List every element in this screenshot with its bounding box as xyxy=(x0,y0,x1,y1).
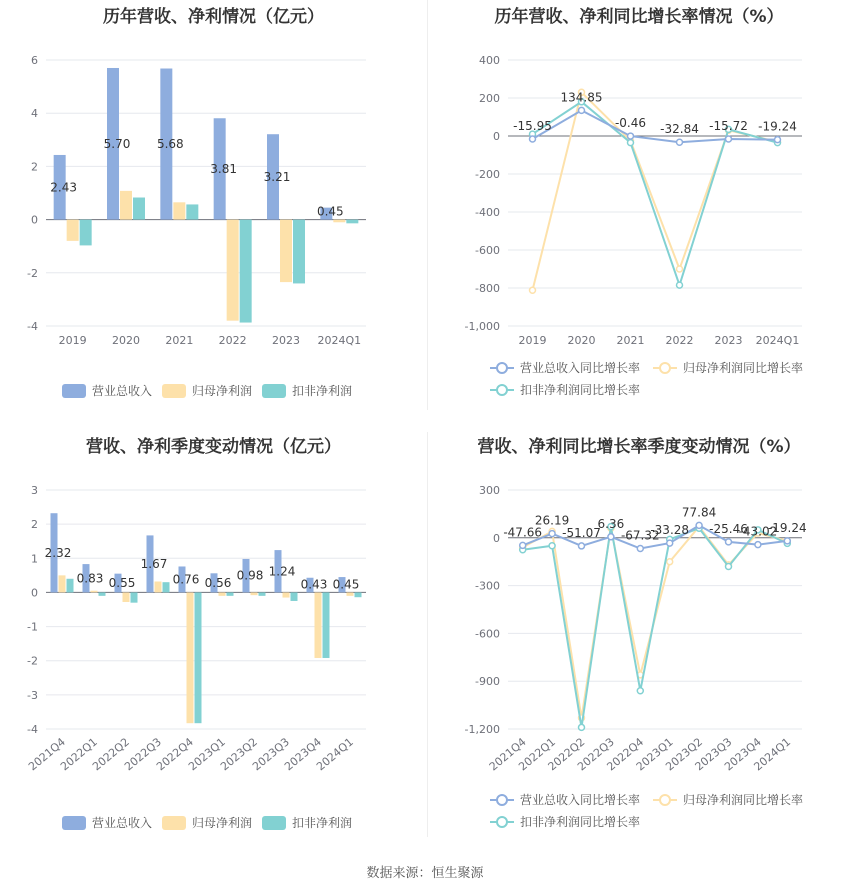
legend-swatch xyxy=(162,384,186,398)
data-point xyxy=(579,724,585,730)
bar xyxy=(59,575,66,592)
x-tick-label: 2021Q4 xyxy=(26,735,68,774)
x-tick-label: 2023 xyxy=(714,334,743,347)
annual-bar-chart xyxy=(0,0,427,410)
x-tick-label: 2022Q3 xyxy=(122,735,164,774)
bar xyxy=(346,220,358,224)
chart-title: 历年营收、净利情况（亿元） xyxy=(103,7,324,27)
data-point xyxy=(579,107,585,113)
x-tick-label: 2022Q4 xyxy=(604,735,647,774)
x-tick-label: 2021Q4 xyxy=(486,735,529,774)
bar xyxy=(123,592,130,602)
y-tick-label: -400 xyxy=(475,206,500,219)
x-tick-label: 2022 xyxy=(218,334,247,347)
x-tick-label: 2024Q1 xyxy=(317,334,362,347)
legend-label: 归母净利润同比增长率 xyxy=(683,793,804,807)
legend-label: 归母净利润 xyxy=(192,384,253,398)
data-label: -15.95 xyxy=(513,119,552,134)
chart-title: 历年营收、净利同比增长率情况（%） xyxy=(494,7,784,27)
y-tick-label: -200 xyxy=(475,168,500,181)
y-tick-label: -600 xyxy=(475,627,500,641)
x-tick-label: 2023Q4 xyxy=(722,735,764,774)
bar xyxy=(195,592,202,723)
bar xyxy=(315,592,322,658)
data-source: 数据来源：恒生聚源 xyxy=(366,866,484,881)
data-label: 77.84 xyxy=(681,505,717,520)
bar xyxy=(80,220,92,246)
y-tick-label: 300 xyxy=(479,484,500,497)
bar xyxy=(163,582,170,592)
y-tick-label: -300 xyxy=(475,579,500,593)
y-tick-label: -1,000 xyxy=(464,320,500,333)
data-label: 3.21 xyxy=(263,169,291,184)
x-tick-label: 2020 xyxy=(567,334,596,347)
x-tick-label: 2023Q1 xyxy=(633,735,676,774)
y-tick-label: 1 xyxy=(31,552,38,566)
data-label: 2.32 xyxy=(44,545,72,560)
bar xyxy=(227,220,239,321)
bar xyxy=(67,579,74,593)
data-label: -15.72 xyxy=(709,118,748,133)
x-tick-label: 2019 xyxy=(518,334,547,347)
data-label: -51.07 xyxy=(562,525,601,540)
bar xyxy=(99,592,106,595)
data-label: 0.56 xyxy=(204,575,232,590)
bar xyxy=(120,191,132,220)
data-point xyxy=(755,542,761,548)
data-label: 0.76 xyxy=(172,572,200,587)
data-label: -19.24 xyxy=(767,520,807,535)
data-label: 0.83 xyxy=(76,571,104,586)
x-tick-label: 2023Q4 xyxy=(282,735,324,774)
legend-marker xyxy=(497,363,507,373)
legend-marker xyxy=(497,817,507,827)
x-tick-label: 2022Q4 xyxy=(154,735,196,774)
y-tick-label: 6 xyxy=(31,54,38,67)
data-point xyxy=(784,538,790,544)
data-point xyxy=(628,140,634,146)
data-label: -19.24 xyxy=(758,119,797,134)
y-tick-label: 0 xyxy=(31,586,38,600)
x-tick-label: 2023Q2 xyxy=(218,735,260,774)
data-label: 3.81 xyxy=(210,161,238,176)
y-tick-label: -2 xyxy=(27,654,38,668)
x-tick-label: 2024Q1 xyxy=(751,735,794,774)
x-tick-label: 2022Q1 xyxy=(58,735,100,774)
y-tick-label: -1,200 xyxy=(464,723,500,736)
chart-panel-quarter-bar xyxy=(0,430,427,840)
data-point xyxy=(579,543,585,549)
legend-marker xyxy=(660,363,670,373)
data-label: 0.55 xyxy=(108,576,136,591)
bar xyxy=(347,592,354,595)
data-point xyxy=(726,136,732,142)
data-point xyxy=(520,542,526,548)
y-tick-label: -4 xyxy=(27,723,38,736)
y-tick-label: -3 xyxy=(27,688,38,702)
legend-label: 扣非净利润 xyxy=(292,816,353,830)
data-point xyxy=(677,139,683,145)
chart-title: 营收、净利季度变动情况（亿元） xyxy=(86,437,341,457)
chart-panel-quarter-line xyxy=(428,430,850,840)
data-point xyxy=(549,531,555,537)
x-tick-label: 2022Q3 xyxy=(575,735,617,774)
data-label: -47.66 xyxy=(503,525,543,540)
data-point xyxy=(677,266,683,272)
data-label: 1.67 xyxy=(140,556,168,571)
bar xyxy=(227,592,234,595)
x-tick-label: 2023Q3 xyxy=(250,735,292,774)
data-label: 2.43 xyxy=(50,180,78,195)
bar xyxy=(155,582,162,593)
bar xyxy=(291,592,298,601)
legend-label: 归母净利润 xyxy=(192,816,253,830)
data-point xyxy=(726,539,732,545)
legend-label: 营业总收入 xyxy=(92,384,153,398)
legend-label: 扣非净利润同比增长率 xyxy=(520,815,641,829)
legend-swatch xyxy=(262,816,286,830)
legend-label: 扣非净利润同比增长率 xyxy=(520,383,641,397)
data-label: 26.19 xyxy=(534,513,570,528)
data-point xyxy=(775,137,781,143)
legend-swatch xyxy=(62,384,86,398)
y-tick-label: 200 xyxy=(479,92,500,105)
legend-label: 扣非净利润 xyxy=(292,384,353,398)
x-tick-label: 2023Q3 xyxy=(692,735,735,774)
bar xyxy=(355,592,362,597)
legend-marker xyxy=(497,795,507,805)
data-label: 134.85 xyxy=(560,90,603,105)
data-point xyxy=(677,282,683,288)
x-tick-label: 2023 xyxy=(272,334,300,347)
data-label: 1.24 xyxy=(268,564,296,579)
annual-growth-line-chart xyxy=(428,0,850,410)
bar xyxy=(67,220,79,241)
y-tick-label: -800 xyxy=(475,282,500,295)
y-tick-label: 4 xyxy=(31,107,38,121)
bar xyxy=(283,592,290,597)
x-tick-label: 2024Q1 xyxy=(755,334,800,347)
bar xyxy=(186,204,198,219)
quarter-bar-chart xyxy=(0,430,427,840)
y-tick-label: -900 xyxy=(475,675,500,689)
x-tick-label: 2019 xyxy=(58,334,87,347)
bar xyxy=(91,591,98,593)
bar xyxy=(333,220,345,223)
data-point xyxy=(530,136,536,142)
bar xyxy=(133,198,145,220)
legend-label: 营业总收入 xyxy=(92,816,153,830)
data-point xyxy=(667,540,673,546)
y-tick-label: -600 xyxy=(475,244,500,257)
chart-panel-annual-bar xyxy=(0,0,427,410)
data-label: 0.43 xyxy=(300,577,328,592)
y-tick-label: 2 xyxy=(31,160,38,174)
data-point xyxy=(667,559,673,565)
legend-marker xyxy=(497,385,507,395)
x-tick-label: 2023Q1 xyxy=(186,735,228,774)
bar xyxy=(323,592,330,658)
data-label: -0.46 xyxy=(614,116,647,131)
data-point xyxy=(549,543,555,549)
legend-label: 归母净利润同比增长率 xyxy=(683,361,804,375)
legend-marker xyxy=(660,795,670,805)
y-tick-label: -4 xyxy=(27,320,38,333)
x-tick-label: 2022Q2 xyxy=(545,735,588,774)
data-label: 6.36 xyxy=(597,516,625,531)
y-tick-label: 0 xyxy=(31,213,38,227)
legend-swatch xyxy=(262,384,286,398)
x-tick-label: 2023Q2 xyxy=(663,735,706,774)
quarter-growth-line-chart xyxy=(428,430,850,840)
data-label: 5.68 xyxy=(156,137,184,152)
y-tick-label: -2 xyxy=(27,266,38,280)
chart-title: 营收、净利同比增长率季度变动情况（%） xyxy=(477,437,801,457)
y-tick-label: 400 xyxy=(479,54,500,67)
y-tick-label: 0 xyxy=(493,531,500,545)
data-label: 0.45 xyxy=(332,577,360,592)
data-point xyxy=(608,534,614,540)
bar xyxy=(131,592,138,602)
x-tick-label: 2021 xyxy=(616,334,645,347)
data-label: -32.84 xyxy=(660,122,699,137)
bar xyxy=(240,220,252,323)
bar xyxy=(259,592,266,595)
data-point xyxy=(637,688,643,694)
chart-panel-annual-line xyxy=(428,0,850,410)
bar xyxy=(187,592,194,723)
data-point xyxy=(726,563,732,569)
x-tick-label: 2022 xyxy=(665,334,694,347)
data-label: -67.32 xyxy=(620,528,660,543)
y-tick-label: 0 xyxy=(493,130,500,143)
x-tick-label: 2024Q1 xyxy=(314,735,356,774)
y-tick-label: 3 xyxy=(31,484,38,497)
x-tick-label: 2021 xyxy=(165,334,194,347)
data-label: 5.70 xyxy=(103,136,131,151)
data-label: -43.02 xyxy=(738,524,778,539)
data-label: 0.98 xyxy=(236,568,264,583)
data-point xyxy=(696,522,702,528)
data-point xyxy=(628,133,634,139)
x-tick-label: 2022Q2 xyxy=(90,735,132,774)
bar xyxy=(251,592,258,595)
bar xyxy=(293,220,305,284)
x-tick-label: 2020 xyxy=(112,334,140,347)
y-tick-label: 2 xyxy=(31,518,38,532)
bar xyxy=(280,220,292,283)
data-label: 0.45 xyxy=(316,204,344,219)
x-tick-label: 2022Q1 xyxy=(516,735,559,774)
data-point xyxy=(637,546,643,552)
legend-label: 营业总收入同比增长率 xyxy=(520,793,641,807)
data-label: -33.28 xyxy=(650,523,690,538)
legend-swatch xyxy=(162,816,186,830)
data-point xyxy=(530,287,536,293)
legend-swatch xyxy=(62,816,86,830)
bar xyxy=(173,202,185,219)
legend-label: 营业总收入同比增长率 xyxy=(520,361,641,375)
bar xyxy=(219,592,226,595)
y-tick-label: -1 xyxy=(27,620,38,634)
data-label: -25.46 xyxy=(709,521,748,536)
